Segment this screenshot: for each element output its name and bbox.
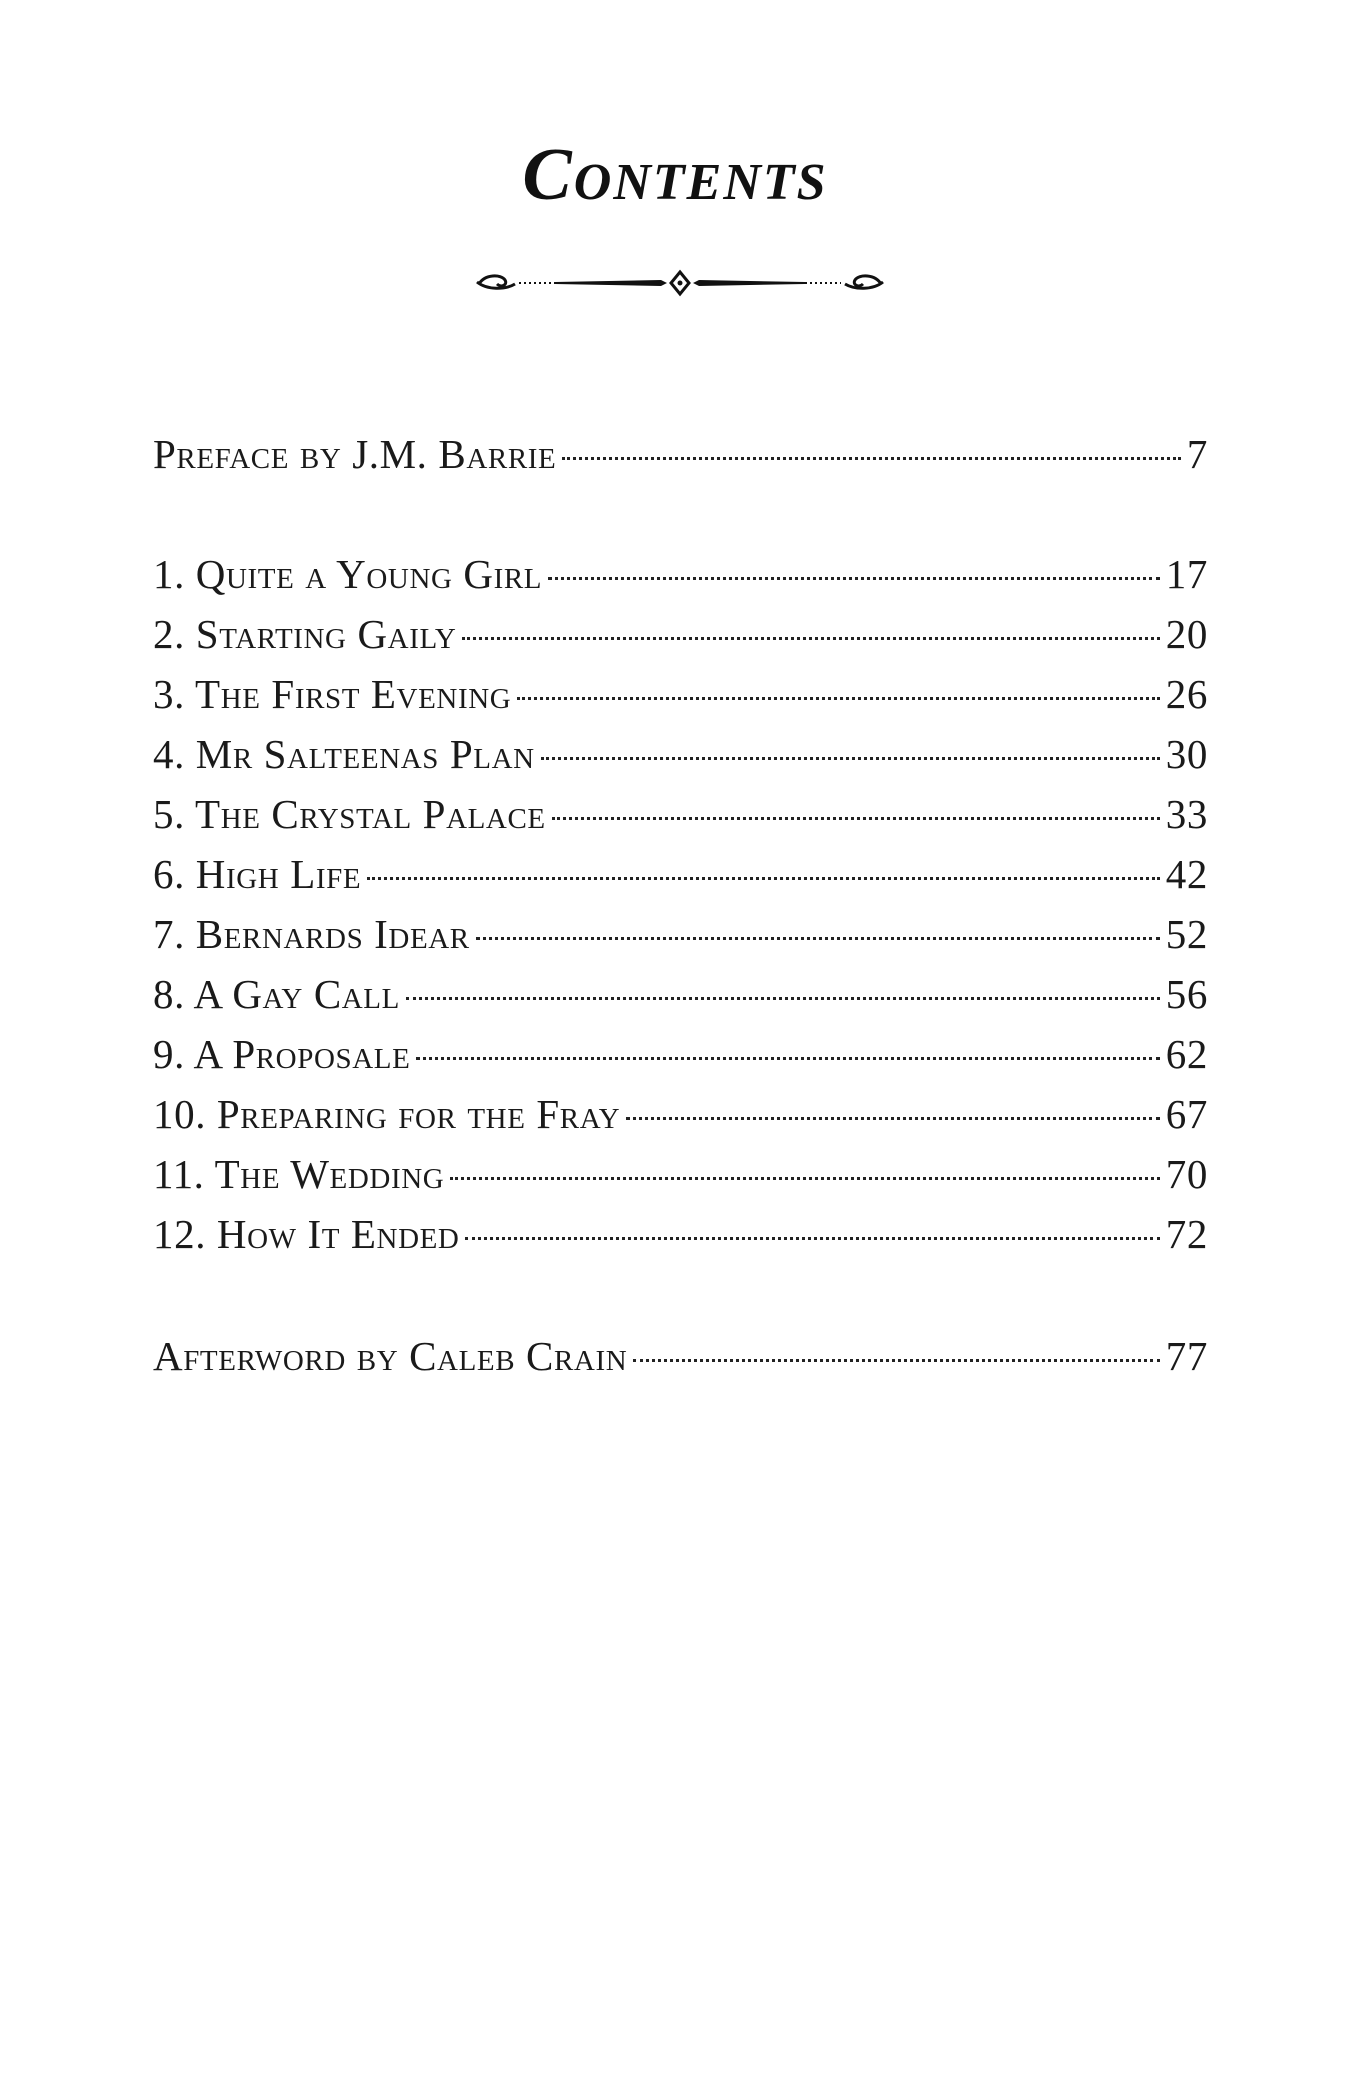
toc-entry-label: 10. Preparing for the Fray (153, 1091, 621, 1137)
toc-entry-preface[interactable] (153, 430, 1208, 490)
toc-entry-chapter-7[interactable] (153, 910, 1208, 970)
dot-leader (367, 877, 1160, 880)
toc-entry-label: 1. Quite a Young Girl (153, 551, 543, 597)
toc-entry-page: 62 (1165, 1031, 1208, 1077)
toc-entry-page: 30 (1165, 731, 1208, 777)
page-title: Contents (522, 134, 828, 216)
toc-entry-page: 72 (1165, 1211, 1208, 1257)
toc-entry-page: 26 (1165, 671, 1208, 717)
toc-entry-chapter-12[interactable] (153, 1210, 1208, 1270)
toc-entry-chapter-2[interactable] (153, 610, 1208, 670)
toc-entry-page: 20 (1165, 611, 1208, 657)
toc-entry-label: 8. A Gay Call (153, 971, 400, 1017)
toc-entry-chapter-11[interactable] (153, 1150, 1208, 1210)
toc-entry-chapter-1[interactable] (153, 550, 1208, 610)
dot-leader (633, 1359, 1160, 1362)
toc-entry-page: 33 (1165, 791, 1208, 837)
dot-leader (406, 997, 1160, 1000)
toc-entry-label: Preface by J.M. Barrie (153, 431, 557, 477)
toc-entry-page: 7 (1186, 431, 1208, 477)
toc-entry-label: 11. The Wedding (153, 1151, 445, 1197)
toc-entry-label: 12. How It Ended (153, 1211, 460, 1257)
toc-entry-label: 9. A Proposale (153, 1031, 411, 1077)
toc-entry-chapter-10[interactable] (153, 1090, 1208, 1150)
fleuron-rule-icon (475, 268, 885, 298)
section-gap (153, 1270, 1208, 1332)
table-of-contents (153, 430, 1208, 1392)
toc-entry-label: 5. The Crystal Palace (153, 791, 546, 837)
toc-entry-page: 17 (1165, 551, 1208, 597)
toc-entry-chapter-8[interactable] (153, 970, 1208, 1030)
dot-leader (462, 637, 1159, 640)
section-gap (153, 490, 1208, 550)
toc-entry-page: 77 (1165, 1333, 1208, 1379)
dot-leader (541, 757, 1160, 760)
dot-leader (552, 817, 1160, 820)
toc-entry-afterword[interactable] (153, 1332, 1208, 1392)
toc-entry-page: 70 (1165, 1151, 1208, 1197)
toc-entry-chapter-3[interactable] (153, 670, 1208, 730)
toc-entry-chapter-4[interactable] (153, 730, 1208, 790)
toc-entry-label: Afterword by Caleb Crain (153, 1333, 628, 1379)
dot-leader (548, 577, 1160, 580)
toc-entry-label: 2. Starting Gaily (153, 611, 457, 657)
toc-entry-chapter-5[interactable] (153, 790, 1208, 850)
toc-entry-label: 3. The First Evening (153, 671, 512, 717)
toc-entry-page: 56 (1165, 971, 1208, 1017)
toc-entry-label: 7. Bernards Idear (153, 911, 470, 957)
toc-entry-label: 4. Mr Salteenas Plan (153, 731, 535, 777)
dot-leader (465, 1237, 1159, 1240)
dot-leader (517, 697, 1160, 700)
toc-entry-label: 6. High Life (153, 851, 362, 897)
dot-leader (450, 1177, 1160, 1180)
toc-entry-page: 42 (1165, 851, 1208, 897)
toc-entry-chapter-6[interactable] (153, 850, 1208, 910)
toc-entry-page: 52 (1165, 911, 1208, 957)
dot-leader (562, 457, 1181, 460)
toc-entry-page: 67 (1165, 1091, 1208, 1137)
toc-entry-chapter-9[interactable] (153, 1030, 1208, 1090)
dot-leader (626, 1117, 1160, 1120)
dot-leader (416, 1057, 1159, 1060)
dot-leader (476, 937, 1160, 940)
